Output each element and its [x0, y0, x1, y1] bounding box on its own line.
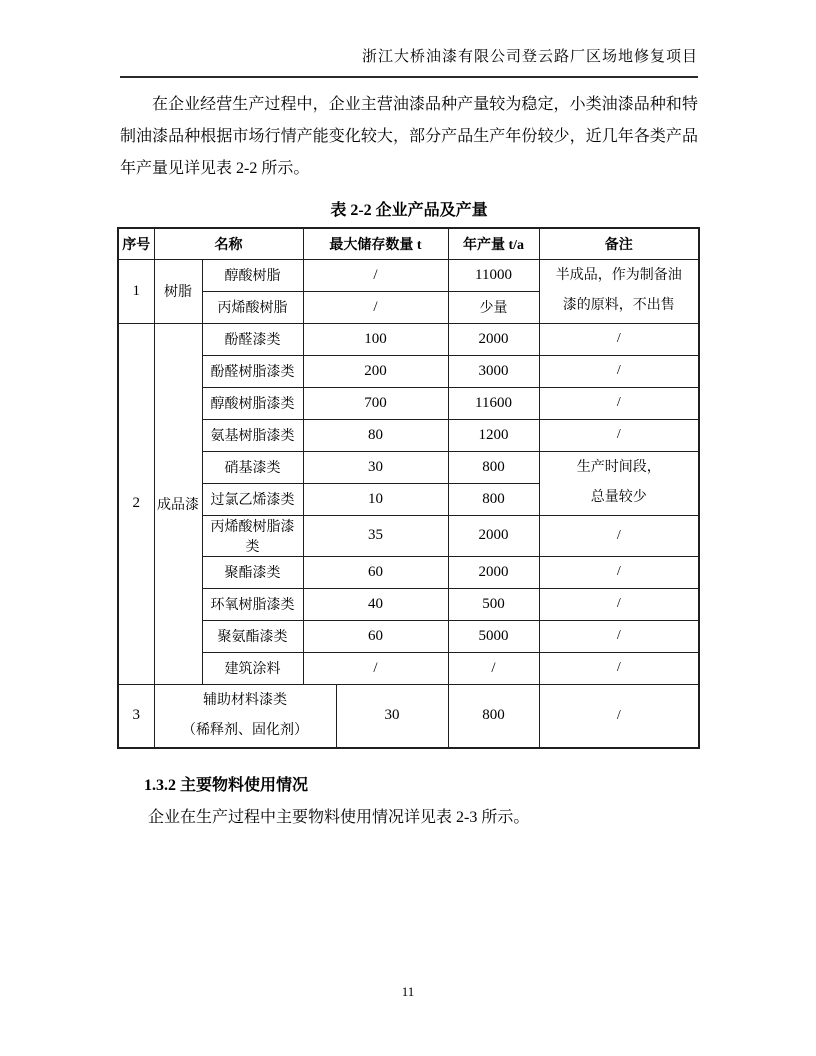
section-heading: 1.3.2 主要物料使用情况: [144, 777, 309, 794]
remark-line: 生产时间段，: [576, 460, 661, 475]
cell-remark: /: [539, 684, 699, 748]
table-row: [118, 355, 699, 387]
table-row: [118, 515, 699, 556]
cell-remark: /: [539, 355, 699, 387]
cell-index: 3: [118, 684, 154, 748]
cell-remark: /: [539, 323, 699, 355]
cell-annual-output: 800: [448, 451, 539, 483]
cell-name: 环氧树脂漆类: [202, 588, 303, 620]
cell-annual-output: 1200: [448, 419, 539, 451]
cell-annual-output: 800: [448, 483, 539, 515]
cell-max-storage: 30: [336, 684, 448, 748]
cell-remark: /: [539, 620, 699, 652]
table-caption: 表 2-2 企业产品及产量: [330, 202, 488, 219]
cell-max-storage: 60: [303, 620, 448, 652]
cell-index: 2: [118, 323, 154, 684]
col-header-index: 序号: [118, 228, 154, 259]
cell-annual-output: 少量: [448, 291, 539, 323]
cell-max-storage: 80: [303, 419, 448, 451]
cell-annual-output: 2000: [448, 515, 539, 556]
cell-annual-output: 500: [448, 588, 539, 620]
col-header-remark: 备注: [539, 228, 699, 259]
table-row: [118, 323, 699, 355]
running-header-title: 浙江大桥油漆有限公司登云路厂区场地修复项目: [361, 49, 698, 65]
remark-line: 漆的原料，不出售: [562, 298, 675, 313]
cell-name: 聚酯漆类: [202, 556, 303, 588]
cell-max-storage: /: [303, 291, 448, 323]
cell-name: 醇酸树脂漆类: [202, 387, 303, 419]
cell-annual-output: 3000: [448, 355, 539, 387]
table-row: [118, 451, 699, 483]
cell-max-storage: /: [303, 259, 448, 291]
table-header-row: [118, 228, 699, 259]
table-row: [118, 620, 699, 652]
cell-category: 树脂: [154, 259, 202, 323]
running-header-rule: [120, 76, 698, 78]
cell-annual-output: 2000: [448, 556, 539, 588]
cell-annual-output: 5000: [448, 620, 539, 652]
cell-max-storage: 200: [303, 355, 448, 387]
table-row: [118, 387, 699, 419]
col-header-annual-output: 年产量 t/a: [448, 228, 539, 259]
cell-annual-output: /: [448, 652, 539, 684]
cell-category: 成品漆: [154, 323, 202, 684]
cell-name: 过氯乙烯漆类: [202, 483, 303, 515]
cell-name: 醇酸树脂: [202, 259, 303, 291]
cell-remark: /: [539, 387, 699, 419]
cell-name: 丙烯酸树脂漆类: [202, 515, 303, 556]
cell-name: 氨基树脂漆类: [202, 419, 303, 451]
table-row: [118, 588, 699, 620]
cell-annual-output: 2000: [448, 323, 539, 355]
cell-remark: /: [539, 419, 699, 451]
cell-remark: /: [539, 652, 699, 684]
cell-max-storage: 35: [303, 515, 448, 556]
table-row: [118, 259, 699, 291]
cell-max-storage: 10: [303, 483, 448, 515]
page-number: 11: [401, 984, 415, 999]
cell-max-storage: 40: [303, 588, 448, 620]
cell-name: [154, 684, 336, 748]
name-line: （稀释剂、固化剂）: [182, 722, 308, 738]
cell-annual-output: 11000: [448, 259, 539, 291]
table-row: [118, 684, 699, 748]
cell-remark: /: [539, 588, 699, 620]
cell-name: 建筑涂料: [202, 652, 303, 684]
table-row: [118, 652, 699, 684]
cell-annual-output: 800: [448, 684, 539, 748]
remark-line: 半成品，作为制备油: [555, 268, 682, 283]
cell-remark: [539, 259, 699, 323]
name-line: 辅助材料漆类: [203, 692, 287, 708]
cell-max-storage: 100: [303, 323, 448, 355]
cell-name: 聚氨酯漆类: [202, 620, 303, 652]
cell-remark: /: [539, 515, 699, 556]
cell-annual-output: 11600: [448, 387, 539, 419]
cell-remark: [539, 451, 699, 515]
cell-max-storage: 30: [303, 451, 448, 483]
cell-max-storage: /: [303, 652, 448, 684]
col-header-max-storage: 最大储存数量 t: [303, 228, 448, 259]
section-paragraph: 企业在生产过程中主要物料使用情况详见表 2-3 所示。: [148, 809, 530, 826]
cell-name: 酚醛漆类: [202, 323, 303, 355]
col-header-name: 名称: [154, 228, 303, 259]
cell-remark: /: [539, 556, 699, 588]
cell-name: 酚醛树脂漆类: [202, 355, 303, 387]
remark-line: 总量较少: [590, 490, 647, 505]
product-output-table: [117, 227, 700, 749]
table-row: [118, 419, 699, 451]
cell-name: 丙烯酸树脂: [202, 291, 303, 323]
table-row: [118, 556, 699, 588]
intro-paragraph: 在企业经营生产过程中，企业主营油漆品种产量较为稳定，小类油漆品种和特制油漆品种根据市场行情产能变化较大，部分产品生产年份较少，近几年各类产品年产量见详见表 2-2 所示。: [120, 96, 698, 177]
cell-index: 1: [118, 259, 154, 323]
cell-max-storage: 60: [303, 556, 448, 588]
cell-name: 硝基漆类: [202, 451, 303, 483]
cell-max-storage: 700: [303, 387, 448, 419]
